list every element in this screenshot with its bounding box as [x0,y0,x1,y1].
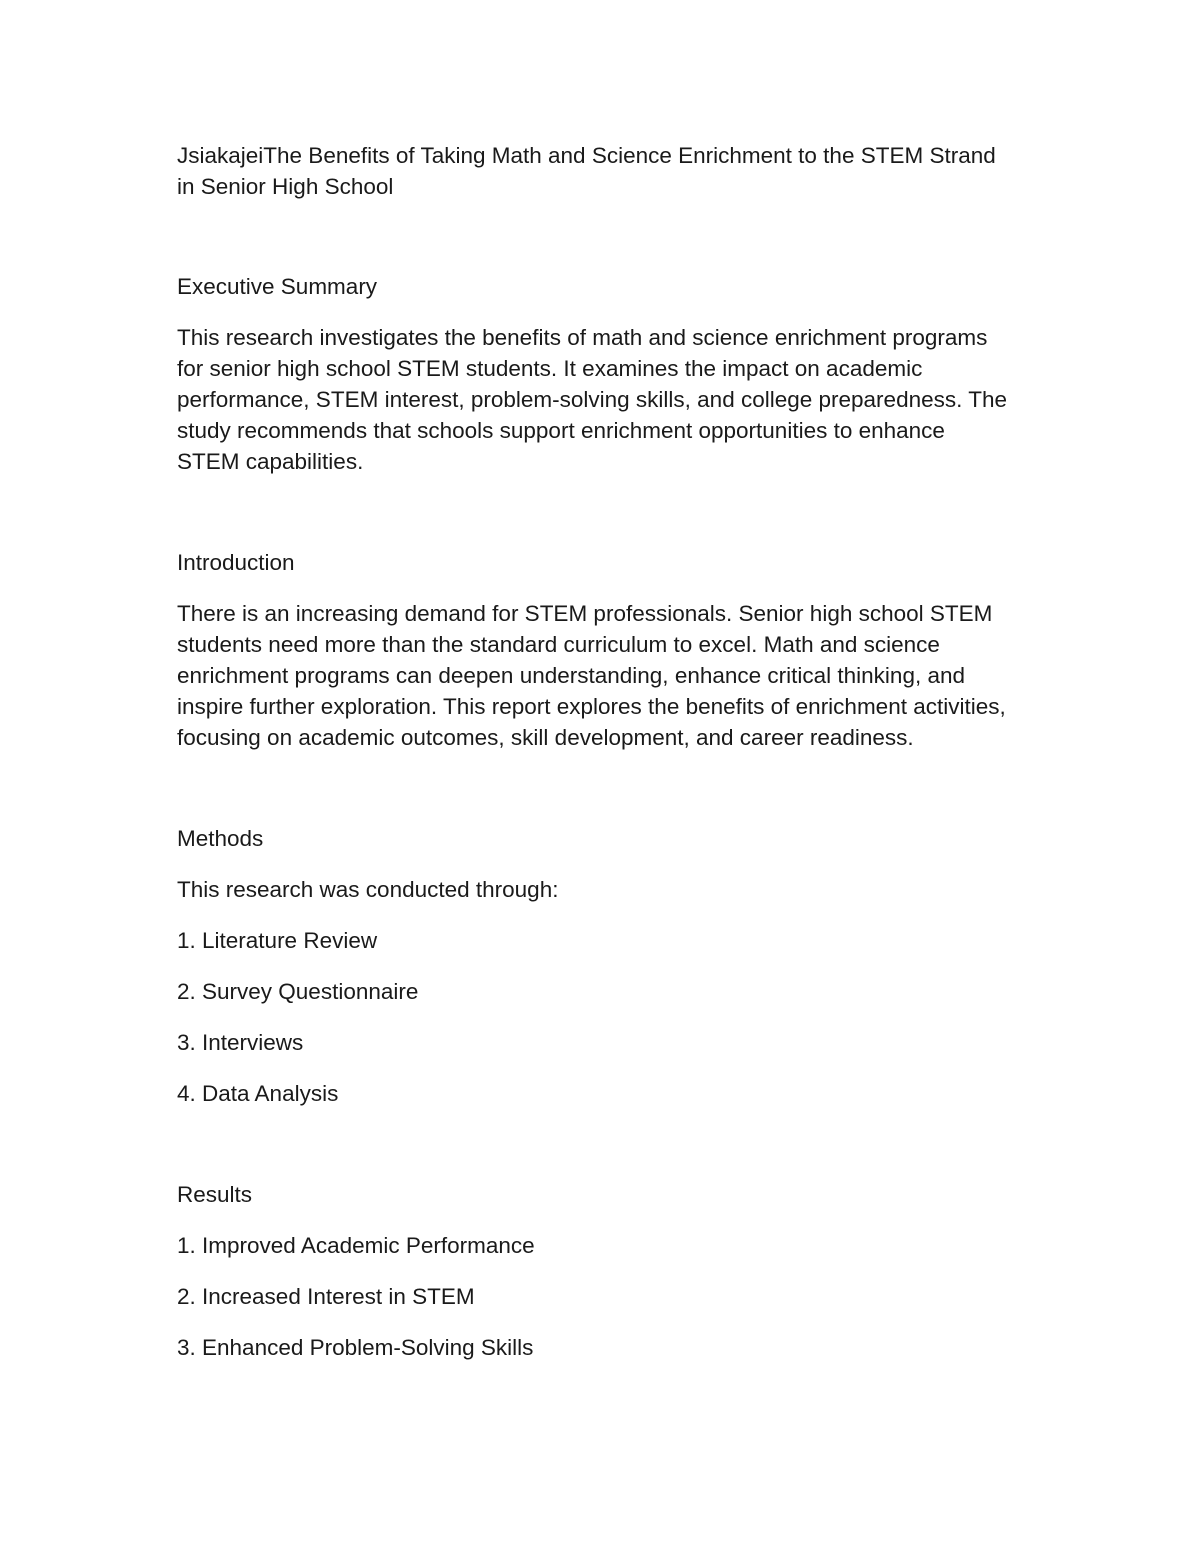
document-title: JsiakajeiThe Benefits of Taking Math and Science Enrichment to the STEM Strand in Senior High School [177,143,996,199]
introduction-heading: Introduction [177,550,295,575]
methods-list-item: 1. Literature Review [177,928,378,953]
document-body [177,140,1007,1363]
executive-summary-heading: Executive Summary [177,274,378,299]
spacer [177,302,1007,322]
spacer [177,905,1007,925]
spacer [177,1312,1007,1332]
spacer [177,578,1007,598]
introduction-body: There is an increasing demand for STEM professionals. Senior high school STEM students need more than the standard curriculum to excel. Math and science enrichment programs can deepen understanding, enhance critical thinking, and inspire further exploration. This report explores the benefits of enrichment activities, focusing on academic outcomes, skill development, and career readiness. [177,601,1006,750]
executive-summary-body: This research investigates the benefits of math and science enrichment programs for senior high school STEM students. It examines the impact on academic performance, STEM interest, problem-solving skills, and college preparedness. The study recommends that schools support enrichment opportunities to enhance STEM capabilities. [177,325,1007,474]
spacer [177,1007,1007,1027]
spacer [177,1261,1007,1281]
spacer [177,854,1007,874]
methods-list-item: 4. Data Analysis [177,1081,339,1106]
methods-list-item: 2. Survey Questionnaire [177,979,419,1004]
spacer [177,202,1007,271]
methods-heading: Methods [177,826,264,851]
spacer [177,477,1007,547]
spacer [177,1058,1007,1078]
results-heading: Results [177,1182,253,1207]
spacer [177,1109,1007,1179]
spacer [177,956,1007,976]
results-list-item: 2. Increased Interest in STEM [177,1284,475,1309]
methods-list-item: 3. Interviews [177,1030,304,1055]
results-list-item: 1. Improved Academic Performance [177,1233,535,1258]
methods-intro: This research was conducted through: [177,877,559,902]
results-list-item: 3. Enhanced Problem-Solving Skills [177,1335,534,1360]
spacer [177,1210,1007,1230]
spacer [177,753,1007,823]
